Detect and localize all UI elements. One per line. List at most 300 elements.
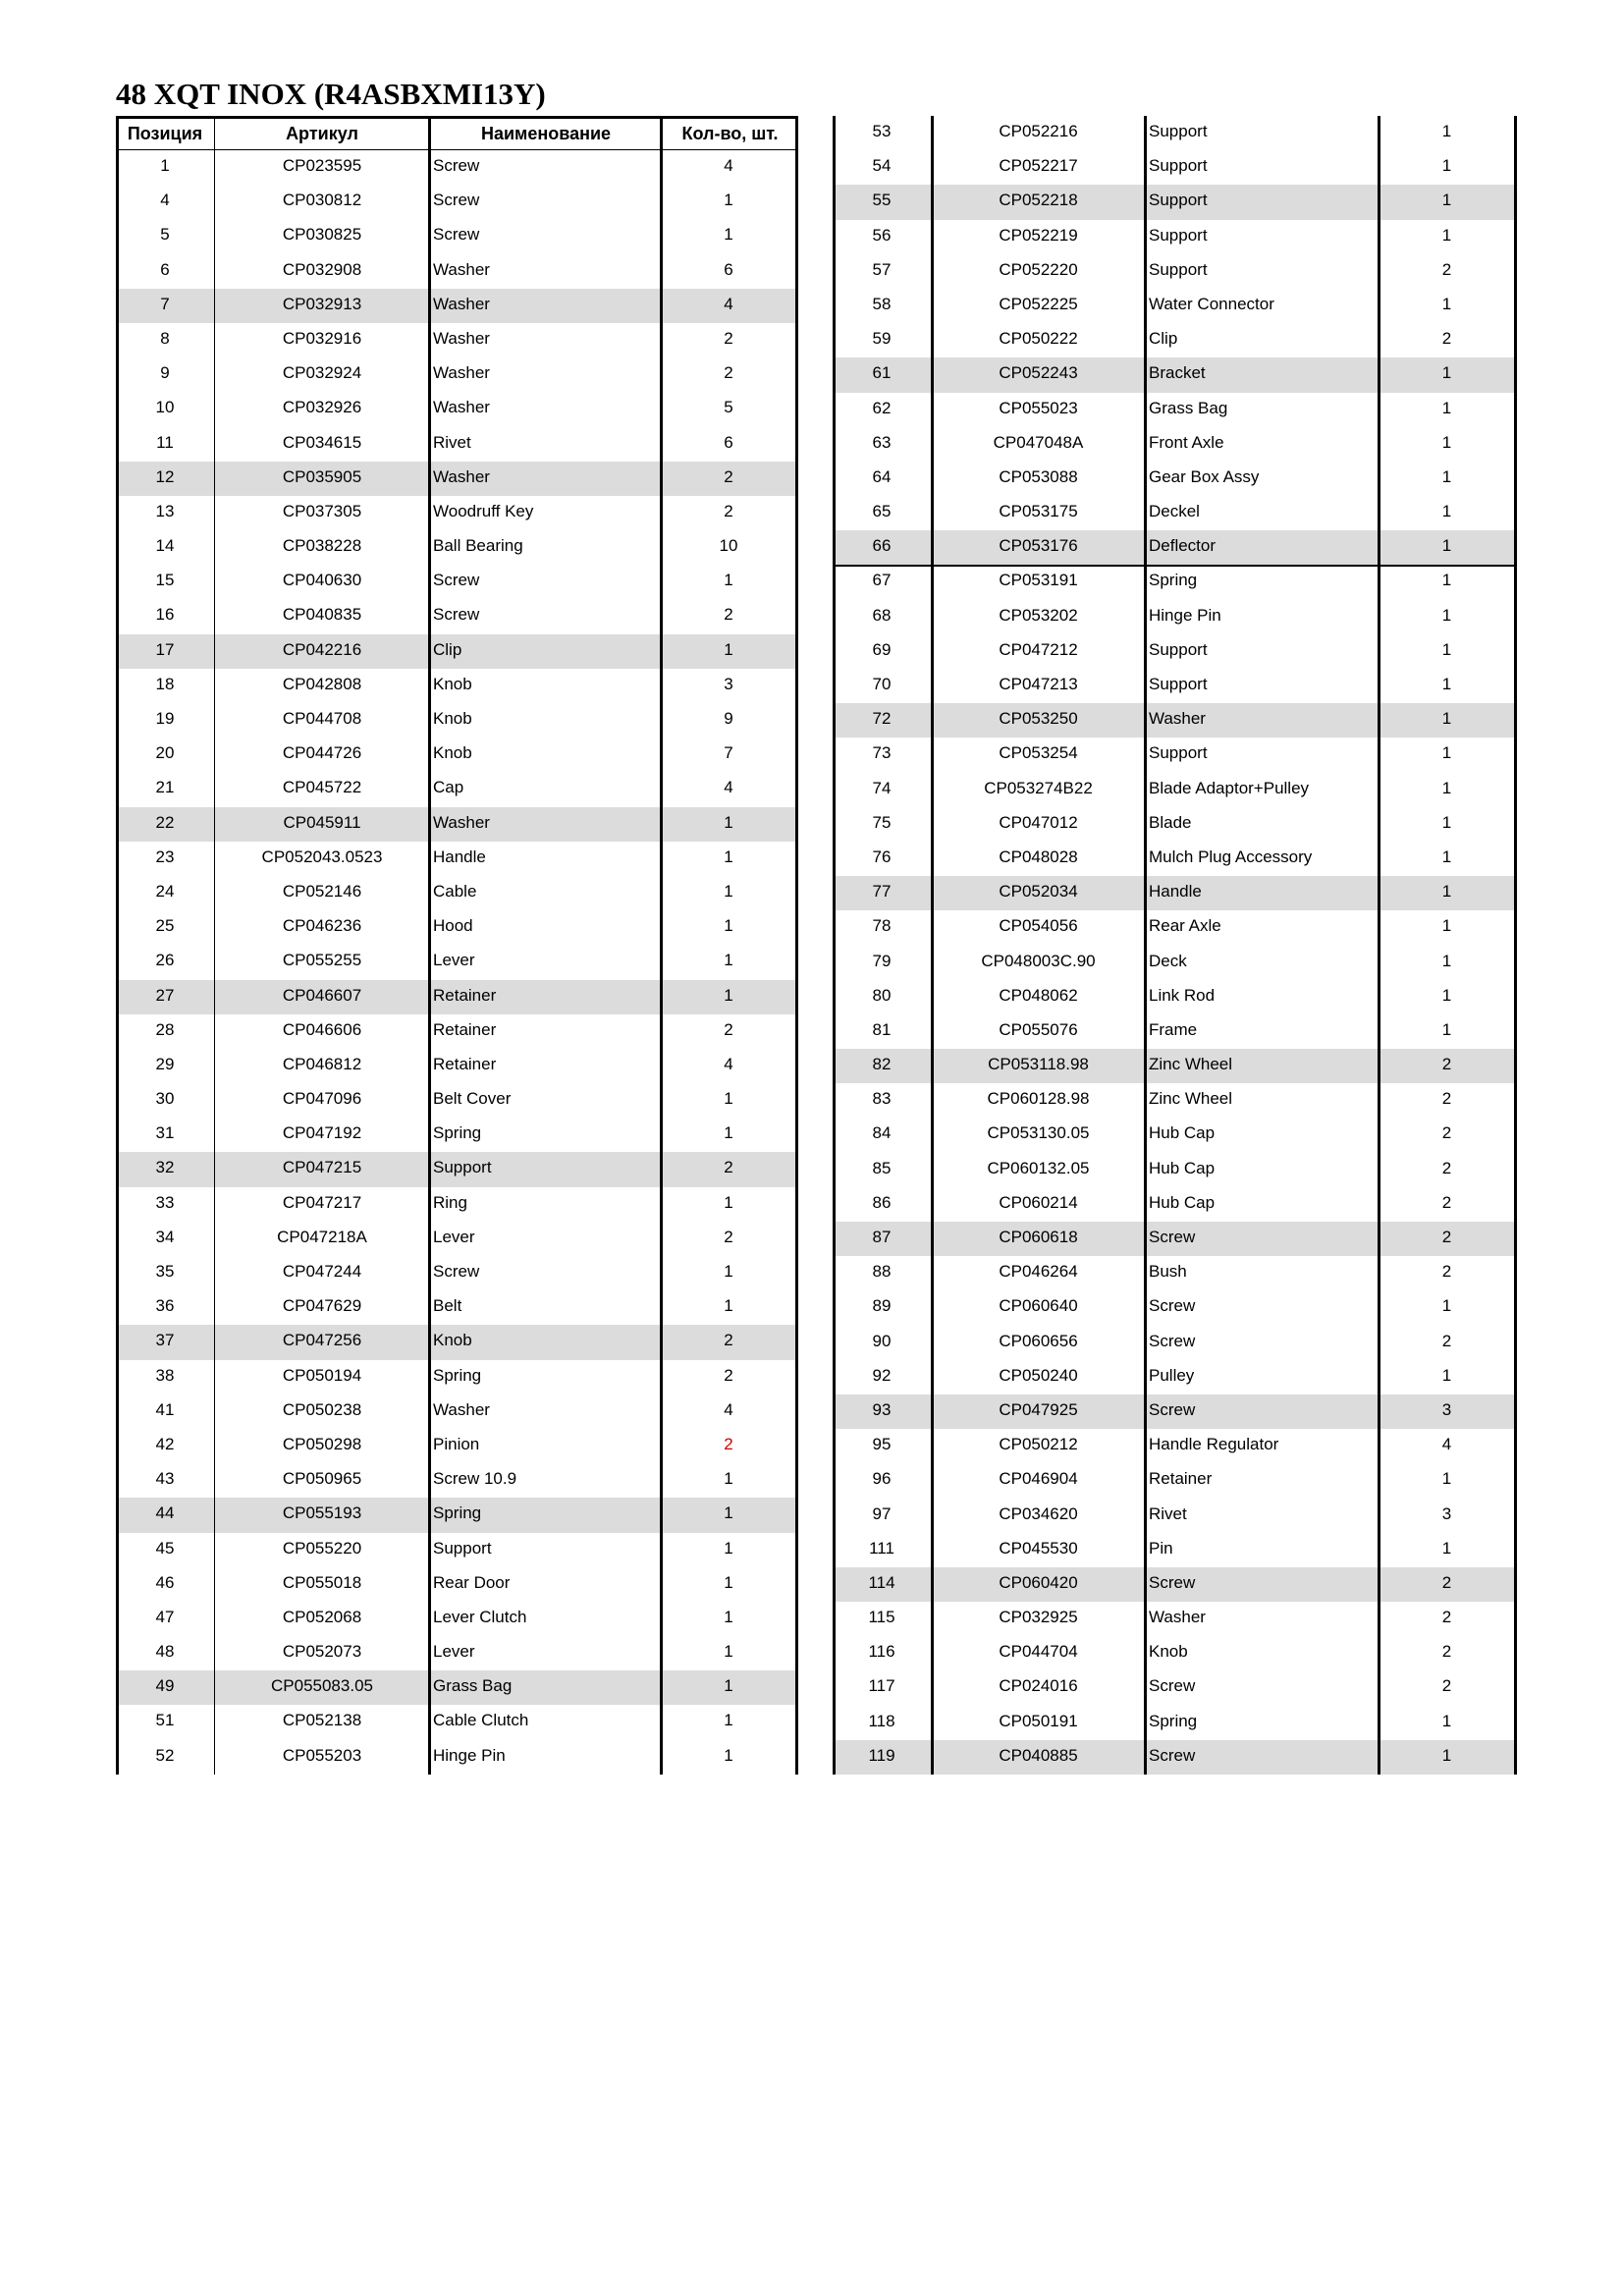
row-qty: 2 xyxy=(724,605,733,625)
table-row xyxy=(116,1636,798,1670)
table-row xyxy=(116,669,798,703)
row-article: CP050238 xyxy=(282,1399,362,1419)
table-row xyxy=(833,254,1517,289)
table-row xyxy=(116,703,798,738)
row-position: 96 xyxy=(872,1469,892,1489)
row-article: CP040630 xyxy=(282,571,362,590)
row-position: 119 xyxy=(868,1745,895,1765)
row-qty: 2 xyxy=(724,363,733,383)
table-row xyxy=(116,599,798,633)
row-qty: 1 xyxy=(1441,951,1452,970)
row-position: 83 xyxy=(872,1089,892,1109)
header-article: Артикул xyxy=(286,124,358,143)
row-position: 43 xyxy=(155,1469,175,1489)
row-position: 62 xyxy=(872,398,892,417)
row-position: 88 xyxy=(872,1262,892,1282)
header-qty: Кол-во, шт. xyxy=(681,124,779,143)
row-qty: 1 xyxy=(724,571,733,590)
row-article: CP060132.05 xyxy=(987,1158,1090,1177)
row-name: Deckel xyxy=(1149,502,1200,521)
row-qty: 2 xyxy=(1441,1228,1452,1246)
row-position: 33 xyxy=(155,1192,175,1212)
row-qty: 1 xyxy=(1441,812,1452,832)
row-name: Ring xyxy=(433,1192,467,1212)
row-article: CP052225 xyxy=(999,294,1078,313)
row-name: Knob xyxy=(433,1331,472,1350)
row-position: 7 xyxy=(160,294,170,313)
row-article: CP053274B22 xyxy=(984,778,1093,797)
row-qty: 4 xyxy=(1441,1435,1452,1454)
row-article: CP046904 xyxy=(999,1469,1078,1489)
row-name: Grass Bag xyxy=(1149,398,1228,417)
table-row xyxy=(833,462,1517,496)
row-position: 56 xyxy=(872,225,892,245)
row-article: CP047213 xyxy=(999,675,1078,693)
row-position: 69 xyxy=(872,639,892,659)
row-qty: 4 xyxy=(724,1399,733,1419)
row-position: 82 xyxy=(872,1055,892,1074)
row-qty: 4 xyxy=(724,1054,733,1073)
row-name: Screw xyxy=(433,605,480,625)
row-article: CP023595 xyxy=(282,156,362,175)
row-article: CP047256 xyxy=(282,1331,362,1350)
table-row xyxy=(833,1256,1517,1290)
row-position: 65 xyxy=(872,502,892,521)
row-name: Gear Box Assy xyxy=(1149,466,1260,486)
table-row xyxy=(116,1014,798,1049)
row-position: 35 xyxy=(155,1262,175,1281)
table-row xyxy=(833,1394,1517,1429)
row-article: CP050191 xyxy=(999,1711,1078,1730)
row-position: 61 xyxy=(872,363,892,383)
table-row xyxy=(116,1187,798,1222)
row-name: Screw xyxy=(1149,1399,1196,1419)
row-name: Washer xyxy=(1149,1608,1206,1627)
row-qty: 1 xyxy=(1441,398,1452,417)
row-qty: 2 xyxy=(1441,1192,1452,1212)
row-qty: 1 xyxy=(724,639,733,659)
row-name: Support xyxy=(1149,259,1208,279)
row-name: Bracket xyxy=(1149,363,1206,383)
row-qty: 1 xyxy=(1441,709,1452,729)
row-article: CP046264 xyxy=(999,1262,1078,1282)
row-article: CP032916 xyxy=(282,328,362,348)
table-row xyxy=(833,634,1517,669)
row-position: 29 xyxy=(155,1054,175,1073)
table-row xyxy=(116,772,798,806)
row-article: CP047212 xyxy=(999,639,1078,659)
document-title: 48 XQT INOX (R4ASBXMI13Y) xyxy=(116,77,546,111)
row-qty: 2 xyxy=(1441,1676,1452,1696)
table-row xyxy=(833,1706,1517,1740)
row-position: 41 xyxy=(155,1399,175,1419)
row-article: CP047012 xyxy=(999,812,1078,832)
row-name: Knob xyxy=(1149,1642,1188,1662)
row-name: Knob xyxy=(433,743,472,763)
row-position: 79 xyxy=(872,951,892,970)
row-article: CP060656 xyxy=(999,1331,1078,1350)
table-row xyxy=(116,1533,798,1567)
row-article: CP055023 xyxy=(999,398,1078,417)
row-name: Cable xyxy=(433,881,477,901)
table-row xyxy=(116,323,798,357)
row-article: CP048062 xyxy=(999,985,1078,1005)
table-row xyxy=(833,1670,1517,1705)
row-name: Lever xyxy=(433,1642,475,1662)
table-row xyxy=(116,289,798,323)
row-name: Lever xyxy=(433,1227,475,1246)
row-position: 52 xyxy=(155,1745,175,1765)
table-row xyxy=(116,185,798,219)
row-article: CP032925 xyxy=(999,1608,1078,1627)
row-article: CP044704 xyxy=(999,1642,1078,1662)
row-article: CP047217 xyxy=(282,1192,362,1212)
table-row xyxy=(833,1187,1517,1222)
row-article: CP045530 xyxy=(999,1538,1078,1558)
table-row xyxy=(833,289,1517,323)
row-qty: 2 xyxy=(724,1019,733,1039)
row-name: Support xyxy=(433,1538,492,1558)
row-qty: 2 xyxy=(724,466,733,486)
row-position: 114 xyxy=(868,1572,895,1592)
table-row xyxy=(116,1290,798,1325)
row-name: Washer xyxy=(433,1399,490,1419)
row-name: Frame xyxy=(1149,1019,1198,1039)
row-name: Screw xyxy=(1149,1572,1196,1592)
row-name: Screw xyxy=(1149,1676,1196,1696)
table-row xyxy=(116,738,798,772)
row-qty: 1 xyxy=(1441,743,1452,763)
row-article: CP052219 xyxy=(999,225,1078,245)
row-qty: 5 xyxy=(724,398,733,417)
table-row xyxy=(116,876,798,910)
row-name: Spring xyxy=(433,1503,482,1523)
table-header xyxy=(116,116,798,150)
row-qty: 2 xyxy=(724,501,733,520)
table-row xyxy=(833,1326,1517,1360)
row-article: CP047925 xyxy=(999,1399,1078,1419)
row-article: CP034620 xyxy=(999,1503,1078,1523)
row-position: 116 xyxy=(868,1642,895,1662)
row-article: CP050194 xyxy=(282,1365,362,1385)
table-row xyxy=(833,150,1517,185)
row-name: Washer xyxy=(1149,709,1206,729)
row-qty: 2 xyxy=(1441,1262,1452,1282)
table-row xyxy=(116,496,798,530)
row-position: 28 xyxy=(155,1019,175,1039)
row-name: Hub Cap xyxy=(1149,1192,1216,1212)
row-article: CP053130.05 xyxy=(987,1123,1090,1143)
row-article: CP053088 xyxy=(999,466,1078,486)
table-row xyxy=(116,462,798,496)
row-position: 81 xyxy=(872,1019,892,1039)
row-position: 36 xyxy=(155,1296,175,1316)
table-body xyxy=(833,116,1517,1775)
row-article: CP050240 xyxy=(999,1365,1078,1385)
row-article: CP053175 xyxy=(999,502,1078,521)
row-qty: 4 xyxy=(724,294,733,313)
row-position: 19 xyxy=(155,709,175,728)
table-row xyxy=(833,876,1517,910)
row-article: CP046606 xyxy=(282,1019,362,1039)
row-qty: 1 xyxy=(1441,1538,1452,1558)
row-qty: 2 xyxy=(724,1331,733,1350)
row-name: Support xyxy=(1149,675,1208,693)
row-article: CP060214 xyxy=(999,1192,1078,1212)
row-position: 70 xyxy=(872,675,892,693)
row-position: 63 xyxy=(872,432,892,452)
row-name: Handle xyxy=(1149,882,1202,902)
row-name: Screw xyxy=(1149,1228,1196,1246)
row-qty: 1 xyxy=(1441,191,1452,210)
row-qty: 1 xyxy=(1441,675,1452,693)
table-row xyxy=(833,323,1517,357)
table-row xyxy=(833,1533,1517,1567)
row-qty: 1 xyxy=(724,1572,733,1592)
row-name: Screw 10.9 xyxy=(433,1469,517,1489)
row-name: Washer xyxy=(433,328,490,348)
table-row xyxy=(833,1153,1517,1187)
row-qty: 2 xyxy=(724,1227,733,1246)
row-name: Screw xyxy=(433,225,480,245)
table-row xyxy=(833,530,1517,565)
row-position: 51 xyxy=(155,1711,175,1730)
row-qty: 2 xyxy=(1441,1572,1452,1592)
row-qty: 2 xyxy=(724,1434,733,1453)
row-position: 6 xyxy=(160,259,170,279)
row-name: Woodruff Key xyxy=(433,501,534,520)
row-qty: 7 xyxy=(724,743,733,763)
row-article: CP032913 xyxy=(282,294,362,313)
table-row xyxy=(116,842,798,876)
table-row xyxy=(116,910,798,945)
table-body xyxy=(116,150,798,1775)
row-article: CP034615 xyxy=(282,432,362,452)
row-qty: 1 xyxy=(724,847,733,866)
row-name: Support xyxy=(1149,122,1208,140)
row-name: Bush xyxy=(1149,1262,1187,1282)
row-qty: 1 xyxy=(1441,882,1452,902)
row-position: 11 xyxy=(156,432,174,452)
row-name: Screw xyxy=(433,571,480,590)
row-qty: 1 xyxy=(1441,536,1452,556)
row-name: Deck xyxy=(1149,951,1187,970)
row-article: CP055083.05 xyxy=(271,1676,373,1696)
row-qty: 1 xyxy=(724,1676,733,1696)
row-position: 117 xyxy=(868,1676,895,1696)
row-qty: 1 xyxy=(724,1538,733,1558)
table-row xyxy=(833,703,1517,738)
row-position: 27 xyxy=(155,985,175,1005)
row-position: 89 xyxy=(872,1296,892,1316)
row-article: CP047096 xyxy=(282,1089,362,1109)
row-article: CP055193 xyxy=(282,1503,362,1523)
row-article: CP052068 xyxy=(282,1607,362,1626)
table-row xyxy=(833,1463,1517,1498)
row-qty: 2 xyxy=(724,1365,733,1385)
table-row xyxy=(116,1463,798,1498)
row-position: 72 xyxy=(872,709,892,729)
table-row xyxy=(116,1567,798,1602)
table-row xyxy=(116,1602,798,1636)
table-row xyxy=(833,1499,1517,1533)
row-qty: 9 xyxy=(724,709,733,728)
row-name: Support xyxy=(1149,191,1208,210)
row-name: Washer xyxy=(433,259,490,279)
row-name: Screw xyxy=(433,156,480,175)
table-row xyxy=(116,530,798,565)
row-name: Washer xyxy=(433,398,490,417)
row-position: 95 xyxy=(872,1435,892,1454)
row-position: 25 xyxy=(155,916,175,936)
table-row xyxy=(833,807,1517,842)
row-qty: 1 xyxy=(1441,605,1452,625)
row-article: CP055203 xyxy=(282,1745,362,1765)
row-position: 9 xyxy=(160,363,170,383)
row-article: CP045722 xyxy=(282,778,362,797)
row-qty: 2 xyxy=(724,1158,733,1177)
row-article: CP048028 xyxy=(999,847,1078,866)
row-article: CP040885 xyxy=(999,1745,1078,1765)
row-qty: 1 xyxy=(724,916,733,936)
row-name: Spring xyxy=(433,1123,482,1143)
parts-table-left xyxy=(116,116,798,1775)
row-qty: 3 xyxy=(724,674,733,693)
row-position: 17 xyxy=(155,639,175,659)
row-article: CP052146 xyxy=(282,881,362,901)
row-qty: 1 xyxy=(1441,122,1452,140)
row-article: CP046812 xyxy=(282,1054,362,1073)
row-position: 10 xyxy=(155,398,175,417)
row-position: 16 xyxy=(155,605,175,625)
row-article: CP052216 xyxy=(999,122,1078,140)
row-position: 30 xyxy=(155,1089,175,1109)
row-position: 31 xyxy=(155,1123,175,1143)
row-name: Washer xyxy=(433,812,490,832)
row-position: 75 xyxy=(872,812,892,832)
row-article: CP050965 xyxy=(282,1469,362,1489)
row-position: 59 xyxy=(872,329,892,349)
table-row xyxy=(833,1290,1517,1325)
table-row xyxy=(833,1567,1517,1602)
row-name: Hinge Pin xyxy=(1149,605,1221,625)
row-name: Blade Adaptor+Pulley xyxy=(1149,778,1310,797)
row-qty: 4 xyxy=(724,156,733,175)
row-name: Rivet xyxy=(1149,1503,1187,1523)
table-row xyxy=(833,1740,1517,1775)
row-name: Support xyxy=(1149,639,1208,659)
row-article: CP044708 xyxy=(282,709,362,728)
table-row xyxy=(116,807,798,842)
row-name: Lever Clutch xyxy=(433,1607,527,1626)
row-name: Clip xyxy=(1149,329,1178,349)
row-position: 20 xyxy=(155,743,175,763)
row-position: 4 xyxy=(160,191,170,210)
row-position: 47 xyxy=(155,1607,175,1626)
row-position: 22 xyxy=(155,812,175,832)
row-qty: 1 xyxy=(724,1642,733,1662)
row-article: CP053191 xyxy=(999,571,1078,590)
row-article: CP053202 xyxy=(999,605,1078,625)
row-name: Screw xyxy=(1149,1296,1196,1316)
row-qty: 1 xyxy=(1441,1745,1452,1765)
row-name: Pin xyxy=(1149,1538,1173,1558)
table-row xyxy=(116,1152,798,1186)
row-position: 93 xyxy=(872,1399,892,1419)
row-article: CP037305 xyxy=(282,501,362,520)
table-row xyxy=(833,1049,1517,1083)
row-article: CP038228 xyxy=(282,536,362,556)
row-name: Knob xyxy=(433,674,472,693)
table-row xyxy=(116,1740,798,1775)
table-row xyxy=(116,1118,798,1152)
row-article: CP052243 xyxy=(999,363,1078,383)
table-row xyxy=(116,1360,798,1394)
row-name: Support xyxy=(1149,743,1208,763)
row-qty: 1 xyxy=(1441,1711,1452,1730)
table-row xyxy=(116,1705,798,1739)
row-name: Screw xyxy=(1149,1331,1196,1350)
row-position: 80 xyxy=(872,985,892,1005)
row-qty: 1 xyxy=(724,1123,733,1143)
row-name: Link Rod xyxy=(1149,985,1216,1005)
row-name: Water Connector xyxy=(1149,294,1274,313)
table-row xyxy=(116,392,798,426)
table-row xyxy=(116,634,798,669)
row-article: CP044726 xyxy=(282,743,362,763)
row-article: CP052073 xyxy=(282,1642,362,1662)
row-name: Retainer xyxy=(433,1019,497,1039)
row-name: Washer xyxy=(433,363,490,383)
row-position: 14 xyxy=(155,536,175,556)
row-article: CP042808 xyxy=(282,674,362,693)
table-row xyxy=(833,600,1517,634)
row-position: 74 xyxy=(872,778,892,797)
row-position: 87 xyxy=(872,1228,892,1246)
row-qty: 2 xyxy=(724,328,733,348)
row-article: CP032924 xyxy=(282,363,362,383)
row-qty: 1 xyxy=(1441,916,1452,936)
table-row xyxy=(833,1360,1517,1394)
table-row xyxy=(116,1049,798,1083)
row-qty: 2 xyxy=(1441,1158,1452,1177)
row-position: 46 xyxy=(155,1572,175,1592)
table-row xyxy=(116,150,798,185)
row-name: Ball Bearing xyxy=(433,536,523,556)
table-row xyxy=(833,946,1517,980)
row-qty: 2 xyxy=(1441,329,1452,349)
row-position: 18 xyxy=(155,674,175,693)
row-position: 84 xyxy=(872,1123,892,1143)
table-row xyxy=(833,565,1517,599)
table-row xyxy=(833,910,1517,945)
table-row xyxy=(116,565,798,599)
row-article: CP050298 xyxy=(282,1434,362,1453)
row-name: Zinc Wheel xyxy=(1149,1089,1233,1109)
row-qty: 1 xyxy=(1441,1019,1452,1039)
row-name: Cap xyxy=(433,778,464,797)
row-position: 23 xyxy=(155,847,175,866)
row-name: Pinion xyxy=(433,1434,480,1453)
table-row xyxy=(833,220,1517,254)
row-article: CP060618 xyxy=(999,1228,1078,1246)
table-row xyxy=(116,357,798,392)
table-row xyxy=(116,1325,798,1359)
row-qty: 2 xyxy=(1441,1608,1452,1627)
table-row xyxy=(833,116,1517,150)
row-position: 77 xyxy=(872,882,892,902)
row-position: 1 xyxy=(160,156,170,175)
